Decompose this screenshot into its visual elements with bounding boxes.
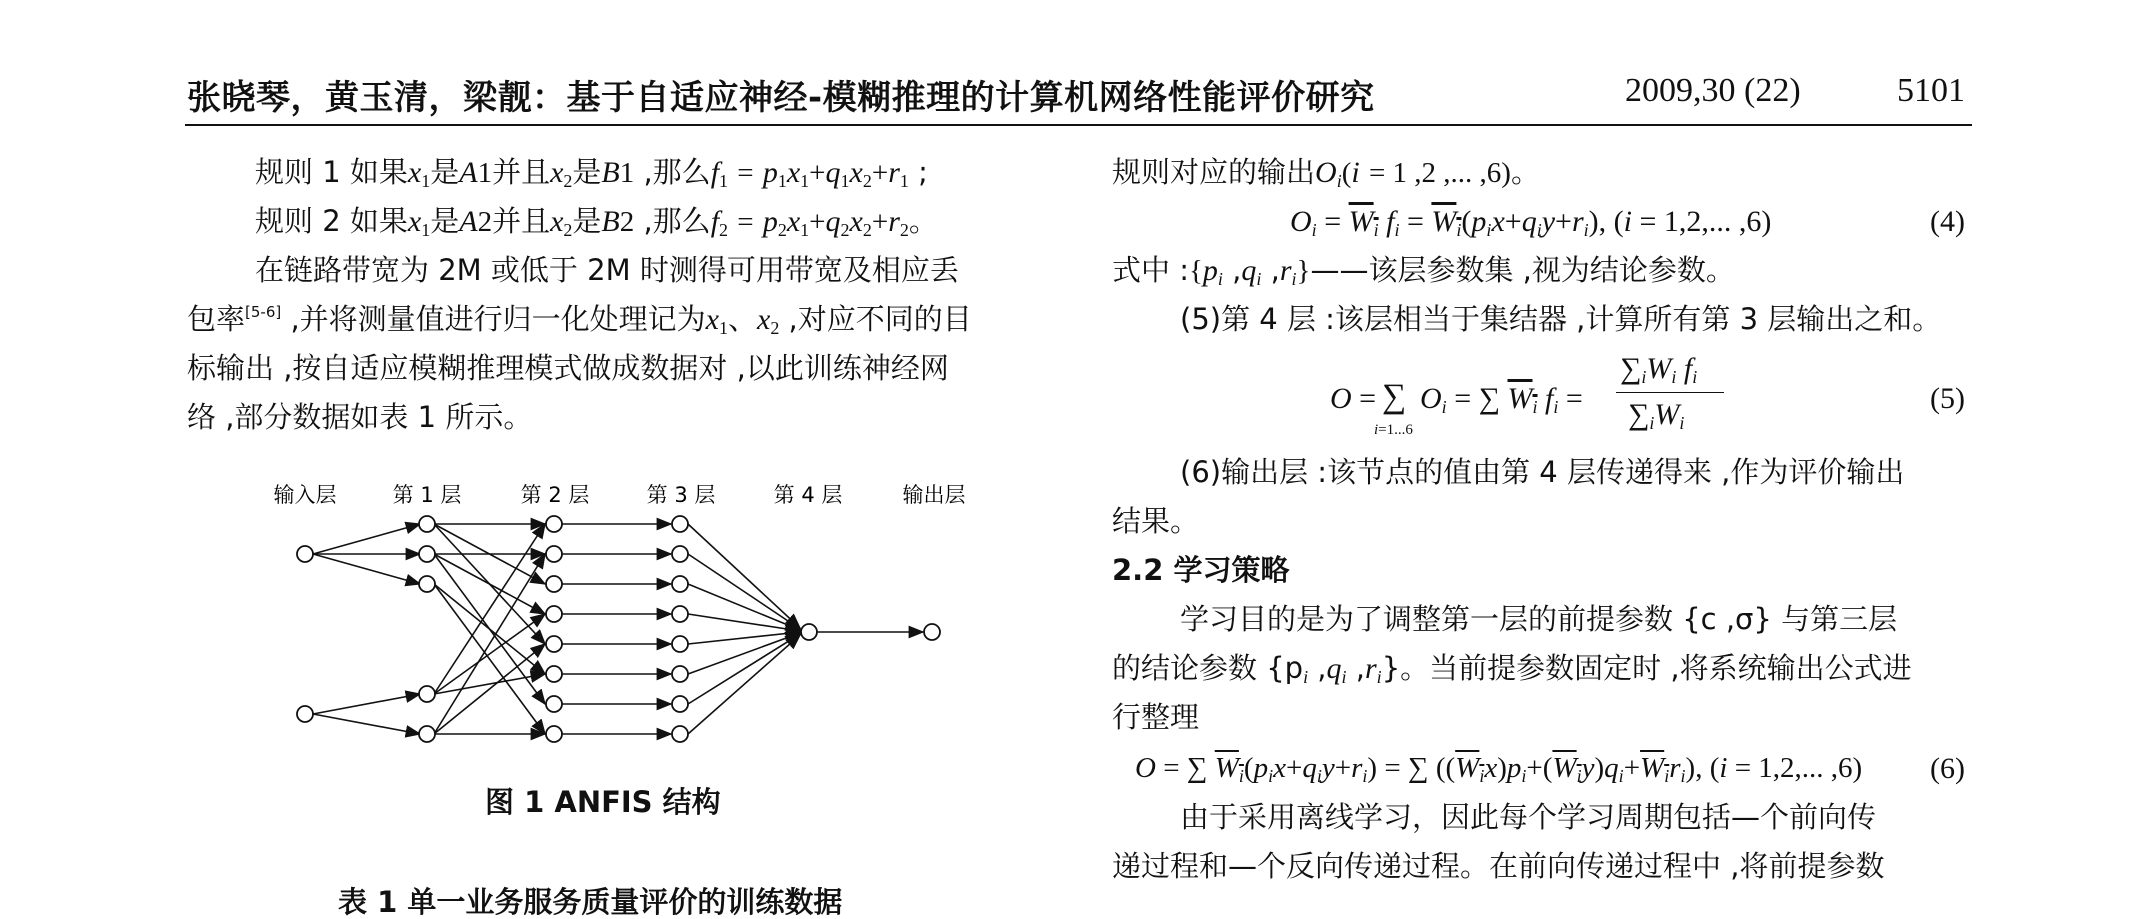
rule-2-line: 规则 2 如果$x_1$是A2并且$x_2$是B2 ,那么$f_2 = p_2x_1+q_2x_2+r_2$。 xyxy=(255,204,938,240)
para1-line3: 标输出 ,按自适应模糊推理模式做成数据对 ,以此训练神经网 xyxy=(187,351,949,385)
right-line-1: 规则对应的输出$O_i(i = 1$ ,2 ,... ,6)。 xyxy=(1112,155,1540,191)
fig-label-layer-2: 第 2 层 xyxy=(520,483,590,507)
fig-label-layer-4: 第 4 层 xyxy=(773,483,843,507)
right-line-14: 递过程和—个反向传递过程。在前向传递过程中 ,将前提参数 xyxy=(1112,849,1885,883)
right-line-3: 式中 $:\{p_i$ $,q_i$ $,r_i\}——$该层参数集 ,视为结论参数。 xyxy=(1112,253,1735,289)
fig-label-layer-1: 第 1 层 xyxy=(392,483,462,507)
page-number: 5101 xyxy=(1897,72,1965,109)
equation-4: $O_i = W_i$ $f_i = W_i(p_ix+q_iy+r_i)$, (i = 1,2,... ,6) xyxy=(1290,205,1772,240)
rule-2-label: 规则 2 如果 xyxy=(255,204,408,238)
equation-4-number: (4) xyxy=(1930,205,1965,238)
anfis-structure-figure xyxy=(260,472,980,792)
right-line-7: 结果。 xyxy=(1112,504,1200,538)
fig-label-output-layer: 输出层 xyxy=(902,483,966,507)
equation-6: O = ∑ $W_i(p_ix+q_iy+r_i)$ = ∑ $((W_ix)p_i+(W_iy)q_i+W_ir_i)$, (i = 1,2,... ,6) xyxy=(1135,752,1863,786)
right-line-11: 行整理 xyxy=(1112,700,1200,734)
fig-label-input-layer: 输入层 xyxy=(273,483,337,507)
citation-ref[interactable]: [5-6] xyxy=(245,303,282,321)
right-line-10: 的结论参数 {$p_i$ $,q_i$ $,r_i$}。当前提参数固定时 ,将系统输出公式进 xyxy=(1112,651,1912,687)
running-header-title: 张晓琴，黄玉清，梁靓：基于自适应神经-模糊推理的计算机网络性能评价研究 xyxy=(187,78,1375,118)
figure-caption: 图 1 ANFIS 结构 xyxy=(485,785,721,819)
para1-line1: 在链路带宽为 2M 或低于 2M 时测得可用带宽及相应丢 xyxy=(255,253,959,287)
equation-5: O = ∑ i=1...6 $O_i$ = ∑ $W_i$ $f_i$ = $\sum_iW_i$ $f_i$ $\sum_iW_i$ xyxy=(1330,352,1750,442)
rule-1-label: 规则 1 如果 xyxy=(255,155,408,189)
right-line-4: (5)第 4 层 :该层相当于集结器 ,计算所有第 3 层输出之和。 xyxy=(1180,302,1942,336)
equation-5-number: (5) xyxy=(1930,382,1965,415)
issue-date: 2009,30 (22) xyxy=(1625,72,1801,109)
rule-1-line: 规则 1 如果$x_1$是A1并且$x_2$是B1 ,那么$f_1 = p_1x_1+q_1x_2+r_1$ ; xyxy=(255,155,928,191)
right-line-9: 学习目的是为了调整第一层的前提参数 {c ,σ} 与第三层 xyxy=(1180,602,1898,636)
right-line-13: 由于采用离线学习，因此每个学习周期包括—个前向传 xyxy=(1180,800,1877,834)
table-caption: 表 1 单一业务服务质量评价的训练数据 xyxy=(338,885,843,919)
para1-line4: 络 ,部分数据如表 1 所示。 xyxy=(187,400,533,434)
equation-6-number: (6) xyxy=(1930,752,1965,785)
section-heading-2-2: 2.2 学习策略 xyxy=(1112,553,1290,587)
header-rule xyxy=(185,124,1972,126)
fig-label-layer-3: 第 3 层 xyxy=(646,483,716,507)
right-line-6: (6)输出层 :该节点的值由第 4 层传递得来 ,作为评价输出 xyxy=(1180,455,1905,489)
para1-line2: 包率[5-6] ,并将测量值进行归一化处理记为$x_1$、$x_2$ ,对应不同的目 xyxy=(187,302,972,338)
